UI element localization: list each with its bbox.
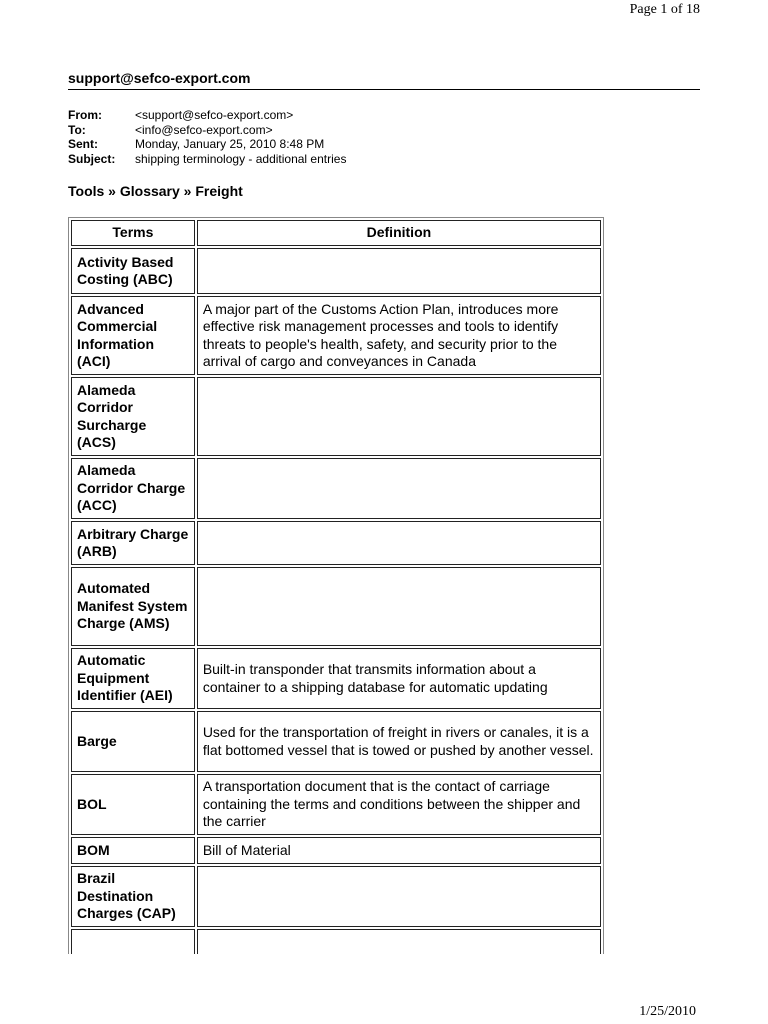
glossary-container: [68, 217, 604, 954]
header-value: Monday, January 25, 2010 8:48 PM: [135, 137, 325, 151]
definition-cell: Used for the transportation of freight in rivers or canales, it is a flat bottomed vessel that is towed or pushed by another vessel.: [197, 711, 601, 772]
table-row: [71, 248, 601, 294]
table-row: [71, 929, 601, 954]
header-key: To:: [68, 122, 86, 137]
term-cell: Activity Based Costing (ABC): [71, 248, 195, 294]
term-cell: Alameda Corridor Charge (ACC): [71, 458, 195, 519]
table-row: [71, 866, 601, 927]
header-from: [68, 108, 346, 123]
term-cell: [71, 929, 195, 954]
header-key: Sent:: [68, 137, 98, 151]
header-key: Subject:: [68, 151, 116, 166]
header-subject: [68, 152, 346, 167]
table-row: [71, 837, 601, 864]
term-cell: Arbitrary Charge (ARB): [71, 521, 195, 565]
table-row: [71, 458, 601, 519]
term-cell: BOM: [71, 837, 195, 864]
term-cell: Alameda Corridor Surcharge (ACS): [71, 377, 195, 456]
definition-cell: [197, 458, 601, 519]
definition-cell: A major part of the Customs Action Plan, introduces more effective risk management processes and tools to identify threats to people's health, safety, and security prior to the arrival of cargo and conveyances in Canada: [197, 296, 601, 375]
page-number: Page 1 of 18: [629, 2, 700, 17]
term-cell: Brazil Destination Charges (CAP): [71, 866, 195, 927]
column-header-definition: Definition: [197, 220, 601, 246]
definition-cell: [197, 567, 601, 646]
definition-cell: [197, 929, 601, 954]
definition-cell: [197, 866, 601, 927]
email-headers: [68, 108, 346, 166]
term-cell: Advanced Commercial Information (ACI): [71, 296, 195, 375]
footer-date: 1/25/2010: [639, 1004, 696, 1019]
table-row: [71, 567, 601, 646]
header-value: <support@sefco-export.com>: [135, 108, 294, 122]
email-sender-title: support@sefco-export.com: [68, 70, 700, 90]
table-row: [71, 774, 601, 835]
breadcrumb: Tools » Glossary » Freight: [68, 183, 243, 199]
definition-cell: [197, 521, 601, 565]
column-header-terms: Terms: [71, 220, 195, 246]
glossary-table: [68, 217, 604, 954]
definition-cell: [197, 377, 601, 456]
term-cell: BOL: [71, 774, 195, 835]
term-cell: Automatic Equipment Identifier (AEI): [71, 648, 195, 709]
definition-cell: [197, 248, 601, 294]
definition-cell: Bill of Material: [197, 837, 601, 864]
header-key: From:: [68, 108, 102, 122]
table-row: [71, 521, 601, 565]
header-sent: [68, 137, 346, 152]
glossary-header-row: [71, 220, 601, 246]
table-row: [71, 377, 601, 456]
table-row: [71, 296, 601, 375]
header-to: [68, 123, 346, 138]
header-value: shipping terminology - additional entries: [135, 151, 347, 166]
term-cell: Automated Manifest System Charge (AMS): [71, 567, 195, 646]
table-row: [71, 711, 601, 772]
header-value: <info@sefco-export.com>: [135, 122, 273, 137]
definition-cell: A transportation document that is the contact of carriage containing the terms and conditions between the shipper and the carrier: [197, 774, 601, 835]
table-row: [71, 648, 601, 709]
term-cell: Barge: [71, 711, 195, 772]
definition-cell: Built-in transponder that transmits information about a container to a shipping database for automatic updating: [197, 648, 601, 709]
